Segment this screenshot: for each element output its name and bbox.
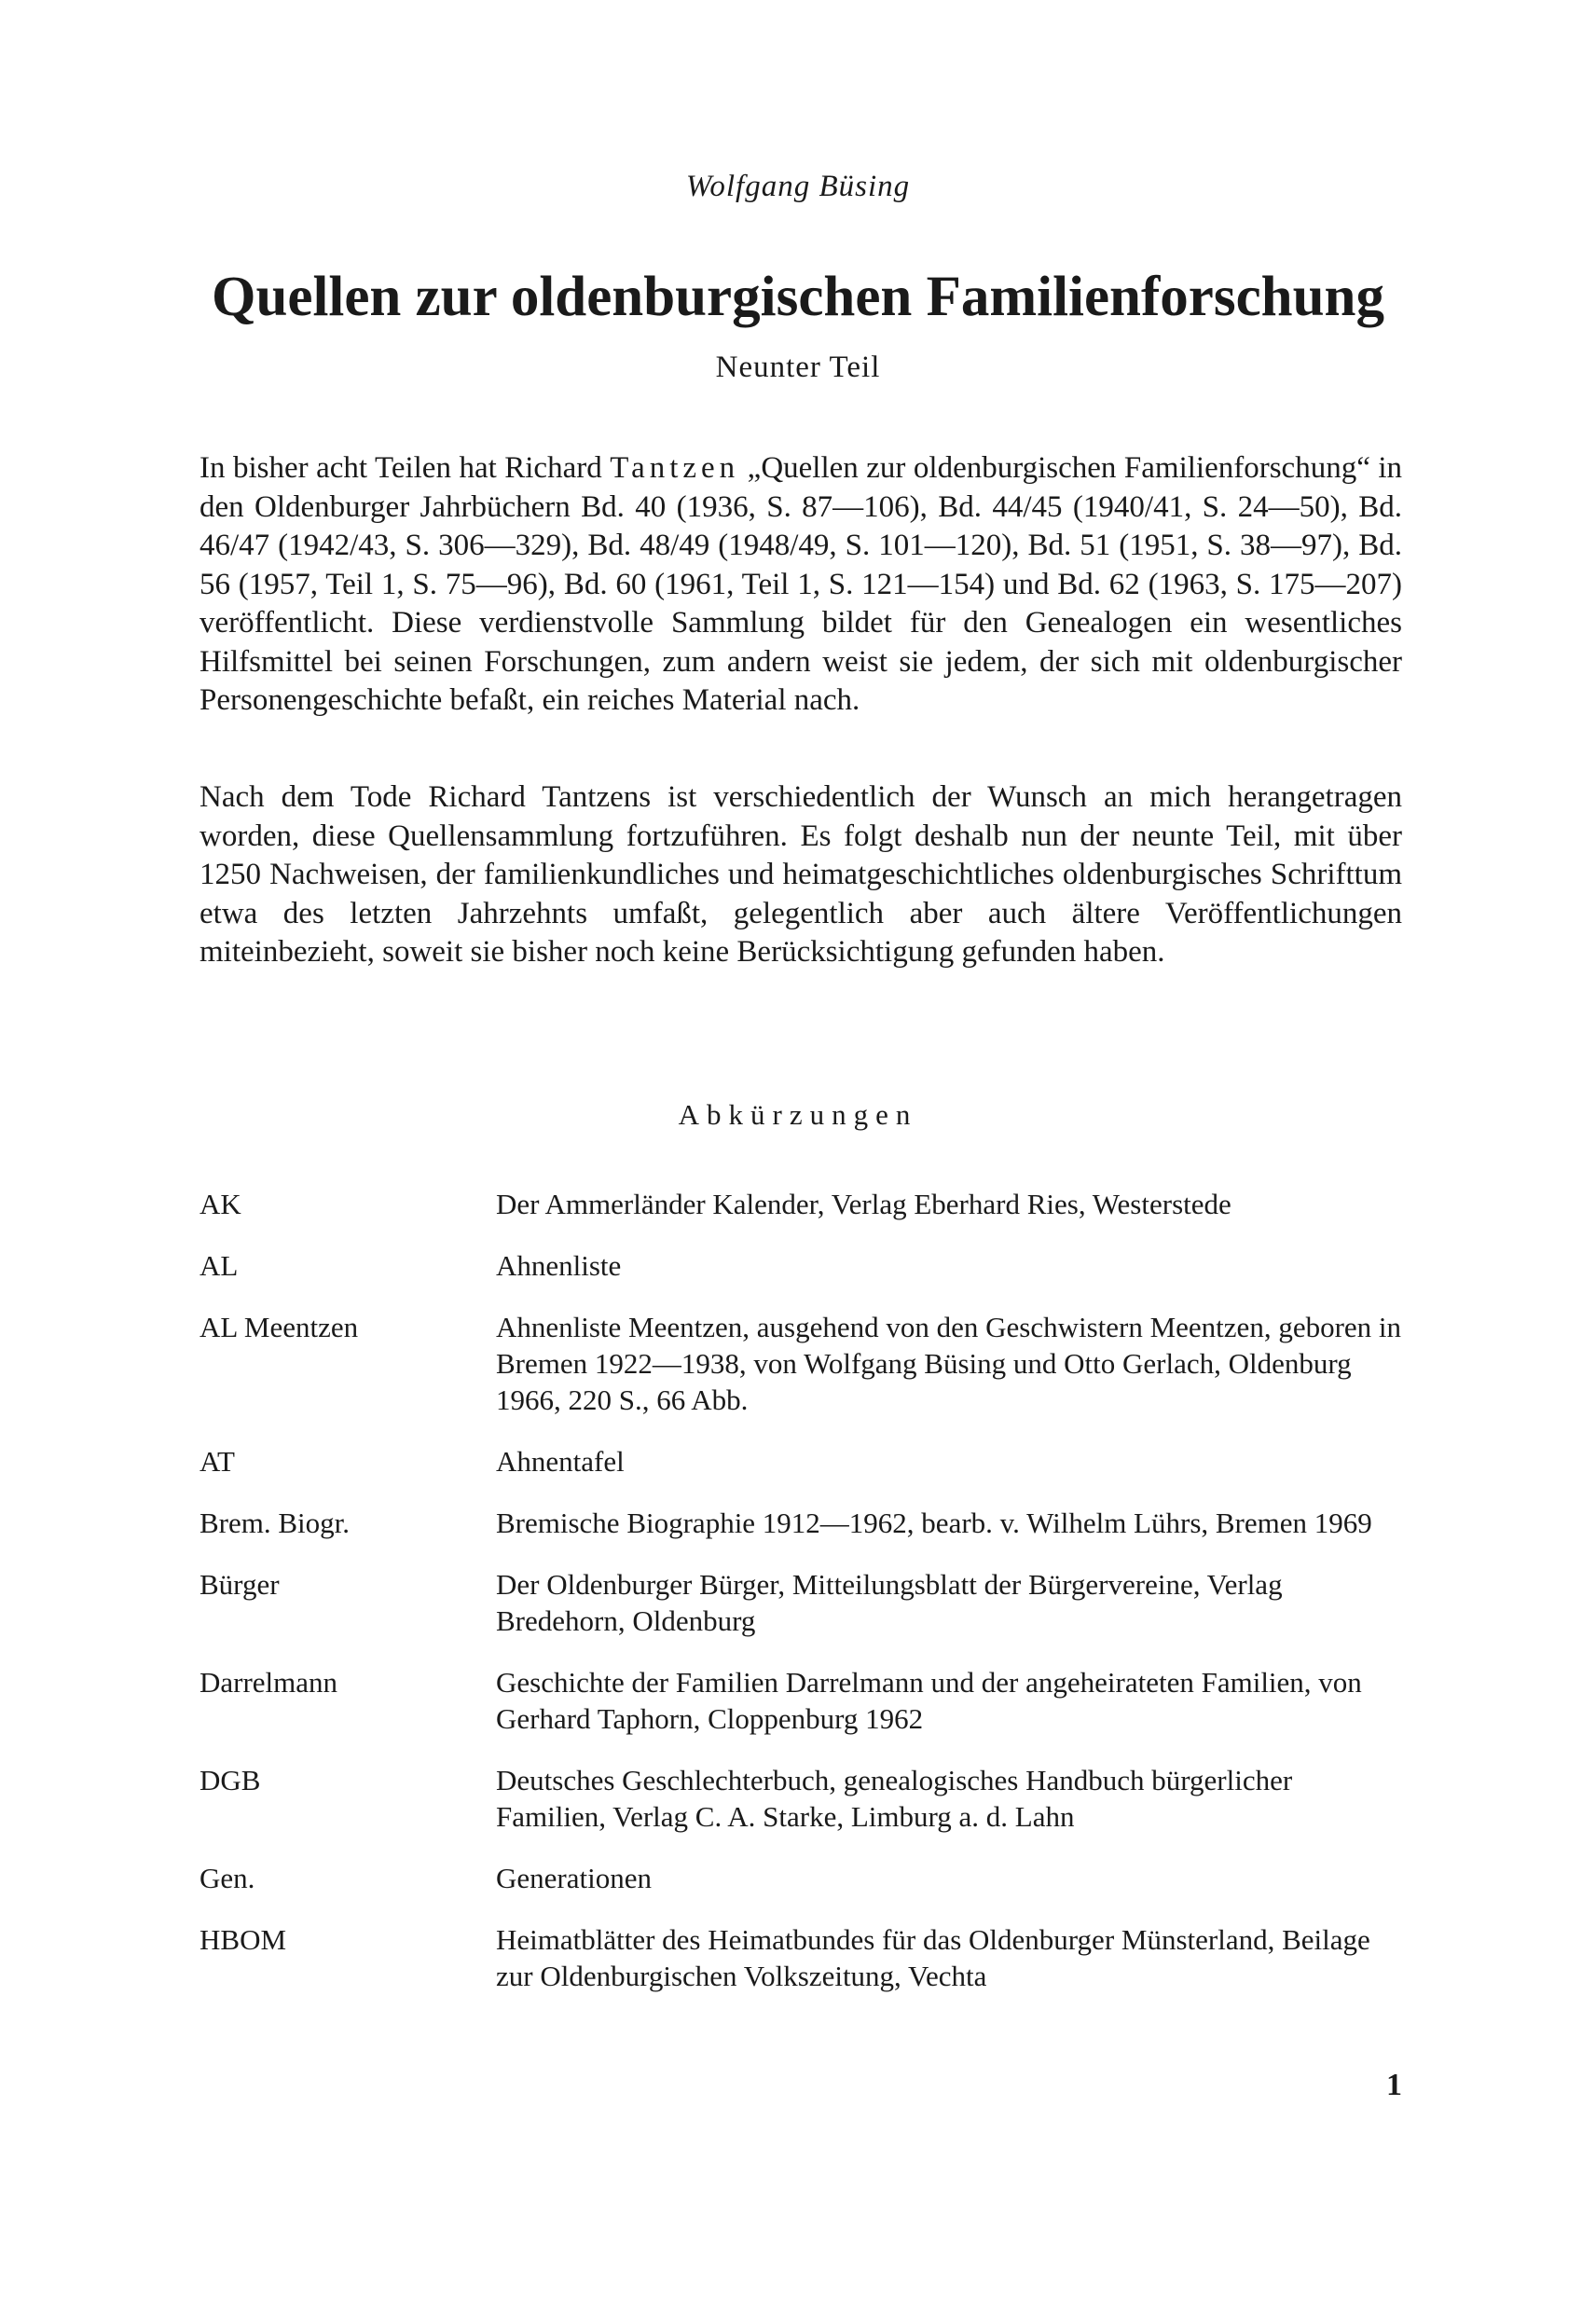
abbreviation-entry: [200, 1860, 1402, 1896]
author-name: Wolfgang Büsing: [685, 170, 911, 203]
abbreviation-key: Darrelmann: [200, 1666, 338, 1699]
abbreviation-entry: [200, 1762, 1402, 1835]
abbreviation-definition: Bremische Biographie 1912—1962, bearb. v. Wilhelm Lührs, Bremen 1969: [496, 1507, 1372, 1539]
abbreviation-definition: Ahnentafel: [496, 1445, 625, 1478]
page-number: 1: [1386, 2068, 1402, 2102]
abbreviation-definition: Heimatblätter des Heimatbundes für das Oldenburger Münsterland, Beilage zur Oldenburgischen Volkszeitung, Vechta: [496, 1923, 1370, 1992]
intro-text-start: In bisher acht Teilen hat Richard: [200, 451, 611, 485]
abbreviation-entry: [200, 1186, 1402, 1222]
abbreviation-definition: Geschichte der Familien Darrelmann und der angeheirateten Familien, von Gerhard Taphorn, Cloppenburg 1962: [496, 1666, 1362, 1735]
abbreviation-entry: [200, 1664, 1402, 1737]
intro-author-name: Tantzen: [610, 451, 740, 485]
abbreviation-entry: [200, 1247, 1402, 1284]
abbreviation-key: Brem. Biogr.: [200, 1507, 351, 1539]
intro-paragraph-1: [200, 449, 1402, 721]
abbreviation-entry: [200, 1505, 1402, 1541]
abbreviation-entry: [200, 1443, 1402, 1479]
abbreviation-definition: Der Oldenburger Bürger, Mitteilungsblatt der Bürgervereine, Verlag Bredehorn, Oldenburg: [496, 1568, 1283, 1637]
abbreviation-entry: [200, 1309, 1402, 1418]
abbreviation-definition: Der Ammerländer Kalender, Verlag Eberhard Ries, Westerstede: [496, 1188, 1231, 1220]
intro-text-end: „Quellen zur oldenburgischen Familienforschung“ in den Oldenburger Jahrbüchern Bd. 40 (1936, S. 87—106), Bd. 44/45 (1940/41, S. 24—50), Bd. 46/47 (1942/43, S. 306—329), Bd. 48/49 (1948/49, S. 101—120), Bd. 51 (1951, S. 38—97), Bd. 56 (1957, Teil 1, S. 75—96), Bd. 60 (1961, Teil 1, S. 121—154) und Bd. 62 (1963, S. 175—207) veröffentlicht. Diese verdienstvolle Sammlung bildet für den Genealogen ein wesentliches Hilfsmittel bei seinen Forschungen, zum andern weist sie jedem, der sich mit oldenburgischer Personengeschichte befaßt, ein reiches Material nach.: [200, 451, 1403, 717]
abbreviation-entry: [200, 1566, 1402, 1639]
abbreviations-list: [200, 1186, 1402, 1994]
abbreviation-key: AL: [200, 1249, 239, 1282]
abbreviation-key: HBOM: [200, 1923, 287, 1956]
abbreviation-definition: Ahnenliste Meentzen, ausgehend von den Geschwistern Meentzen, geboren in Bremen 1922—1938, von Wolfgang Büsing und Otto Gerlach, Oldenburg 1966, 220 S., 66 Abb.: [496, 1311, 1402, 1416]
intro-paragraph-2: Nach dem Tode Richard Tantzens ist verschiedentlich der Wunsch an mich herangetragen worden, diese Quellensammlung fortzuführen. Es folgt deshalb nun der neunte Teil, mit über 1250 Nachweisen, der familienkundliches und heimatgeschichtliches oldenburgisches Schrifttum etwa des letzten Jahrzehnts umfaßt, gelegentlich aber auch ältere Veröffentlichungen miteinbezieht, soweit sie bisher noch keine Berücksichtigung gefunden haben.: [200, 780, 1402, 969]
page-subtitle: Neunter Teil: [715, 351, 881, 384]
abbreviation-definition: Ahnenliste: [496, 1249, 622, 1282]
abbreviations-heading: Abkürzungen: [678, 1098, 918, 1131]
abbreviation-key: Gen.: [200, 1862, 255, 1894]
abbreviation-definition: Deutsches Geschlechterbuch, genealogisches Handbuch bürgerlicher Familien, Verlag C. A. Starke, Limburg a. d. Lahn: [496, 1764, 1293, 1833]
abbreviation-key: AL Meentzen: [200, 1311, 359, 1343]
page-title: Quellen zur oldenburgischen Familienforschung: [212, 266, 1384, 328]
abbreviation-key: DGB: [200, 1764, 261, 1796]
abbreviation-definition: Generationen: [496, 1862, 652, 1894]
abbreviation-key: AK: [200, 1188, 241, 1220]
abbreviation-entry: [200, 1921, 1402, 1994]
abbreviation-key: Bürger: [200, 1568, 280, 1601]
abbreviation-key: AT: [200, 1445, 235, 1478]
